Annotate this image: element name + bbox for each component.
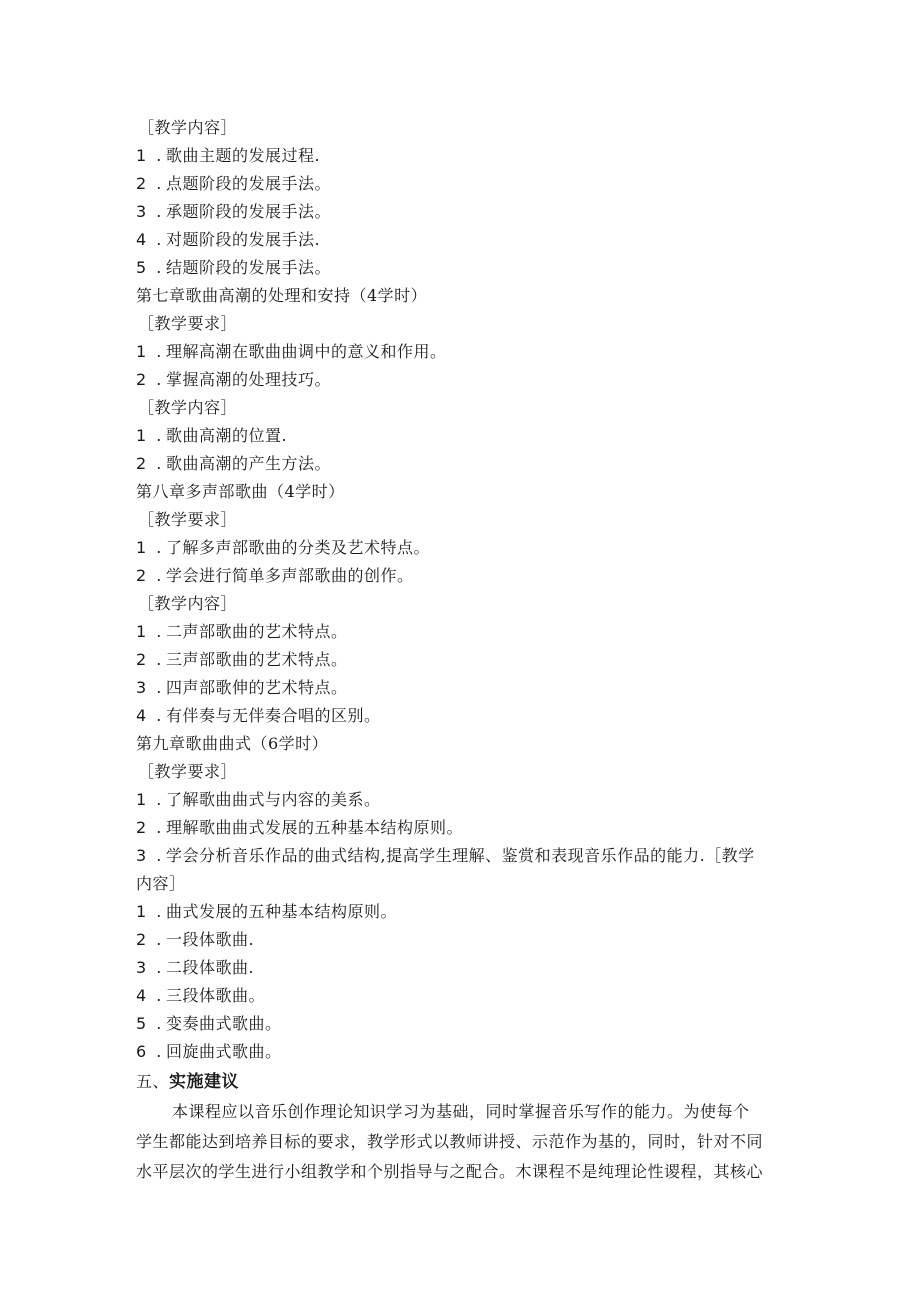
paragraph-line: 水平层次的学生进行小组教学和个别指导与之配合。木课程不是纯理论性谡程，其核心	[136, 1162, 764, 1181]
ch6-content-header: ［教学内容］	[138, 118, 238, 137]
list-item: 3 . 四声部歌伸的艺术特点。	[136, 678, 348, 697]
list-item: 2 . 掌握高潮的处理技巧。	[136, 370, 332, 389]
ch8-req-header: ［教学要求］	[138, 510, 238, 529]
ch8-content-header: ［教学内容］	[138, 594, 238, 613]
list-item: 3 . 承题阶段的发展手法。	[136, 202, 332, 221]
list-item: 3 . 学会分析音乐作品的曲式结构,提高学生理解、鉴赏和表现音乐作品的能力.［教学	[136, 846, 755, 865]
list-item: 5 . 结题阶段的发展手法。	[136, 258, 332, 277]
paragraph-line: 本课程应以音乐创作理论知识学习为基础，同时掌握音乐写作的能力。为使每个	[172, 1102, 750, 1121]
list-item: 4 . 三段体歌曲。	[136, 986, 266, 1005]
list-item: 4 . 有伴奏与无伴奏合唱的区别。	[136, 706, 381, 725]
list-item: 1 . 曲式发展的五种基本结构原则。	[136, 902, 398, 921]
chapter-9-title: 第九章歌曲曲式（6学时）	[136, 734, 329, 753]
section-5-title: 实施建议	[169, 1072, 240, 1092]
list-item: 1 . 理解高潮在歌曲曲调中的意义和作用。	[136, 342, 447, 361]
list-item: 1 . 了解歌曲曲式与内容的美系。	[136, 790, 381, 809]
list-item: 4 . 对题阶段的发展手法.	[136, 230, 321, 249]
list-item: 2 . 三声部歌曲的艺术特点。	[136, 650, 348, 669]
list-item: 1 . 了解多声部歌曲的分类及艺术特点。	[136, 538, 431, 557]
ch7-content-header: ［教学内容］	[138, 398, 238, 417]
list-item: 5 . 变奏曲式歌曲。	[136, 1014, 282, 1033]
list-item: 1 . 二声部歌曲的艺术特点。	[136, 622, 348, 641]
list-item: 1 . 歌曲主题的发展过程.	[136, 146, 321, 165]
ch9-req-header: ［教学要求］	[138, 762, 238, 781]
list-item: 3 . 二段体歌曲.	[136, 958, 255, 977]
paragraph-line: 学生都能达到培养目标的要求，教学形式以教师讲授、示范作为基的，同时，针对不同	[136, 1132, 764, 1151]
list-item: 2 . 歌曲高潮的产生方法。	[136, 454, 332, 473]
list-item: 6 . 回旋曲式歌曲。	[136, 1042, 282, 1061]
section-5-heading	[136, 1072, 239, 1092]
list-item: 2 . 理解歌曲曲式发展的五种基本结构原则。	[136, 818, 464, 837]
section-5-prefix: 五、	[136, 1072, 170, 1091]
list-item: 2 . 学会进行简单多声部歌曲的创作。	[136, 566, 414, 585]
list-item: 2 . 点题阶段的发展手法。	[136, 174, 332, 193]
list-item: 2 . 一段体歌曲.	[136, 930, 255, 949]
chapter-8-title: 第八章多声部歌曲（4学时）	[136, 482, 345, 501]
list-item: 1 . 歌曲高潮的位置.	[136, 426, 288, 445]
chapter-7-title: 第七章歌曲高潮的处理和安持（4学时）	[136, 286, 428, 305]
ch7-req-header: ［教学要求］	[138, 314, 238, 333]
list-item-continuation: 内容］	[136, 874, 186, 893]
